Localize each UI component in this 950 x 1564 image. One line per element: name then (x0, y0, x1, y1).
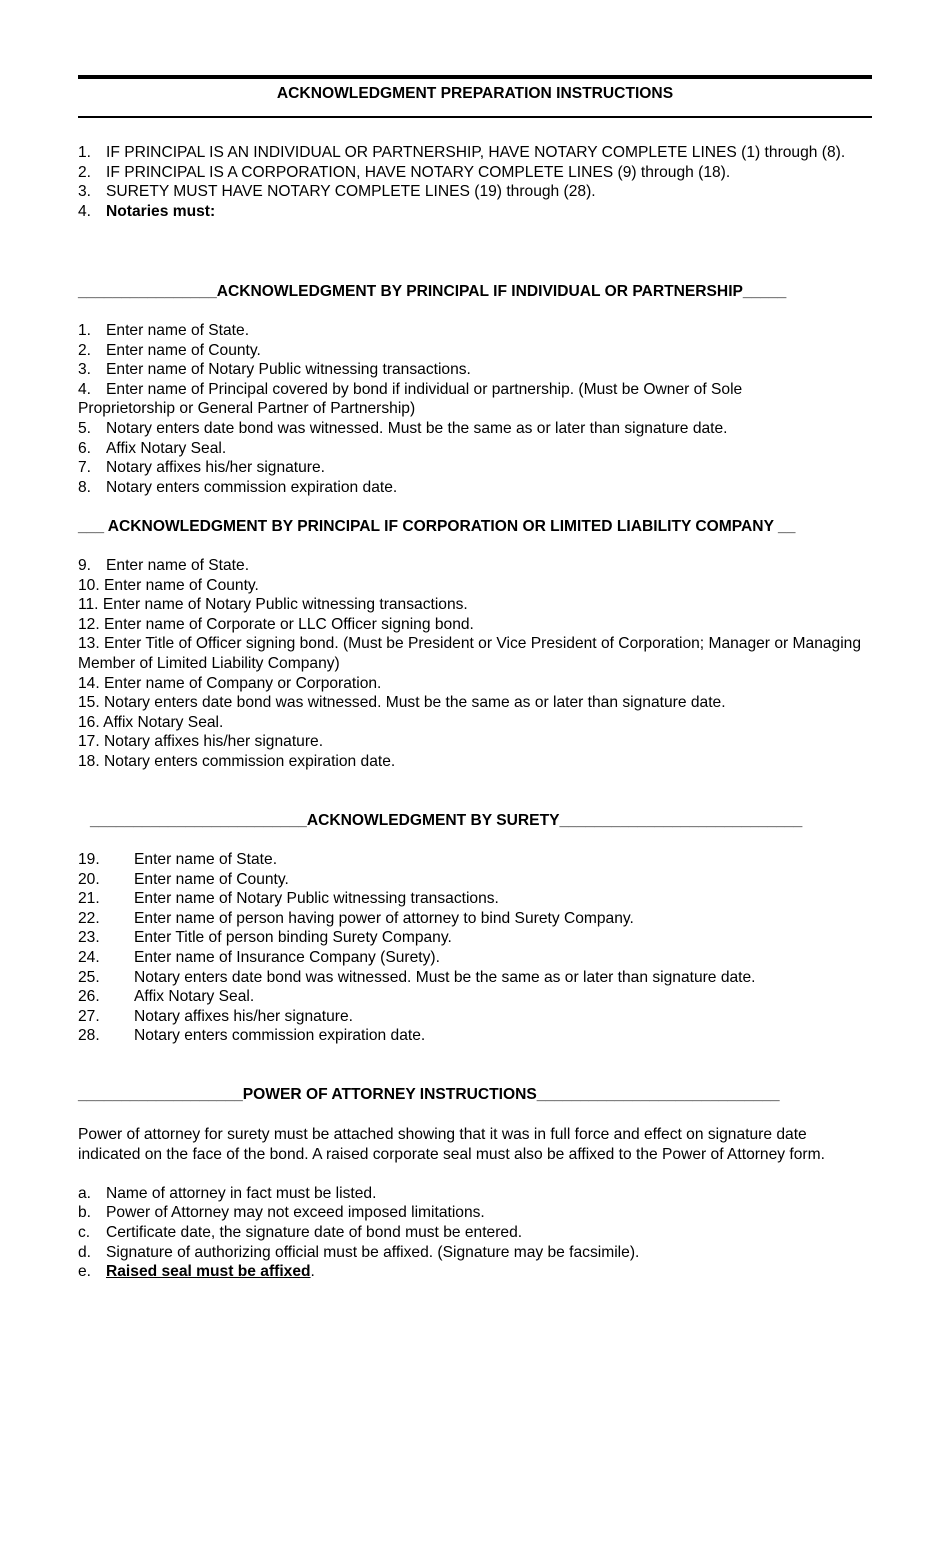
list-item: 20. Enter name of County. (78, 870, 289, 888)
list-item: 27. Notary affixes his/her signature. (78, 1007, 353, 1025)
list-item: 5. Notary enters date bond was witnessed. Must be the same as or later than signature date. (78, 419, 728, 437)
section-heading-corporation: ___ ACKNOWLEDGMENT BY PRINCIPAL IF CORPORATION OR LIMITED LIABILITY COMPANY __ (78, 518, 796, 535)
list-item: 1. Enter name of State. (78, 322, 250, 339)
individual-list (78, 321, 878, 497)
top-rule (78, 75, 872, 79)
list-item: 28. Notary enters commission expiration date. (78, 1027, 426, 1045)
list-item: a. Name of attorney in fact must be listed. (78, 1184, 377, 1202)
list-item: b. Power of Attorney may not exceed imposed limitations. (78, 1204, 485, 1222)
list-item: 18. Notary enters commission expiration date. (78, 752, 396, 770)
list-item: 4. Enter name of Principal covered by bond if individual or partnership. (Must be Owner of Sole Proprietorship or General Partner of Partnership) (78, 380, 743, 418)
list-item: 24. Enter name of Insurance Company (Surety). (78, 948, 440, 966)
prep-list (78, 143, 878, 221)
list-item: 23. Enter Title of person binding Surety Company. (78, 929, 452, 947)
list-item: 15. Notary enters date bond was witnessed. Must be the same as or later than signature date. (78, 694, 726, 712)
list-item: c. Certificate date, the signature date of bond must be entered. (78, 1223, 523, 1241)
title-underline-rule (78, 116, 872, 118)
list-item: 21. Enter name of Notary Public witnessing transactions. (78, 890, 499, 908)
list-item: 11. Enter name of Notary Public witnessing transactions. (78, 596, 468, 614)
list-item: 8. Notary enters commission expiration date. (78, 478, 398, 496)
corporation-list (78, 556, 878, 772)
page-title: ACKNOWLEDGMENT PREPARATION INSTRUCTIONS (276, 85, 674, 102)
surety-list (78, 850, 878, 1046)
list-item: 3. SURETY MUST HAVE NOTARY COMPLETE LINES (19) through (28). (78, 183, 596, 201)
list-item: 9. Enter name of State. (78, 557, 250, 574)
list-item: 4. Notaries must: (78, 202, 216, 220)
list-item: 10. Enter name of County. (78, 576, 259, 594)
list-item: e. Raised seal must be affixed. (78, 1263, 315, 1281)
section-heading-poa: ___________________POWER OF ATTORNEY INSTRUCTIONS____________________________ (78, 1086, 780, 1103)
poa-paragraph: Power of attorney for surety must be attached showing that it was in full force and effect on signature date indicated on the face of the bond. A raised corporate seal must also be affixed to the Power of Attorney form. (78, 1126, 825, 1163)
list-item: 14. Enter name of Company or Corporation. (78, 674, 382, 692)
list-item: 1. IF PRINCIPAL IS AN INDIVIDUAL OR PARTNERSHIP, HAVE NOTARY COMPLETE LINES (1) through (8). (78, 144, 846, 161)
section-heading-individual: ________________ACKNOWLEDGMENT BY PRINCIPAL IF INDIVIDUAL OR PARTNERSHIP_____ (78, 283, 787, 300)
list-item: 22. Enter name of person having power of attorney to bind Surety Company. (78, 909, 634, 927)
list-item: 13. Enter Title of Officer signing bond. (Must be President or Vice President of Corporation; Manager or Managing Member of Limited Liability Company) (78, 635, 862, 672)
section-heading-surety: _________________________ACKNOWLEDGMENT BY SURETY____________________________ (90, 812, 803, 829)
list-item: 6. Affix Notary Seal. (78, 439, 227, 457)
list-item: 3. Enter name of Notary Public witnessing transactions. (78, 361, 471, 379)
list-item: d. Signature of authorizing official must be affixed. (Signature may be facsimile). (78, 1243, 640, 1261)
poa-section (78, 1125, 878, 1282)
list-item: 2. IF PRINCIPAL IS A CORPORATION, HAVE NOTARY COMPLETE LINES (9) through (18). (78, 163, 731, 181)
list-item: 25. Notary enters date bond was witnessed. Must be the same as or later than signature date. (78, 968, 756, 986)
list-item: 12. Enter name of Corporate or LLC Officer signing bond. (78, 615, 474, 633)
list-item: 7. Notary affixes his/her signature. (78, 459, 325, 477)
list-item: 16. Affix Notary Seal. (78, 713, 224, 731)
list-item: 2. Enter name of County. (78, 341, 261, 359)
list-item: 17. Notary affixes his/her signature. (78, 733, 324, 751)
list-item: 19. Enter name of State. (78, 851, 278, 868)
list-item: 26. Affix Notary Seal. (78, 988, 255, 1006)
